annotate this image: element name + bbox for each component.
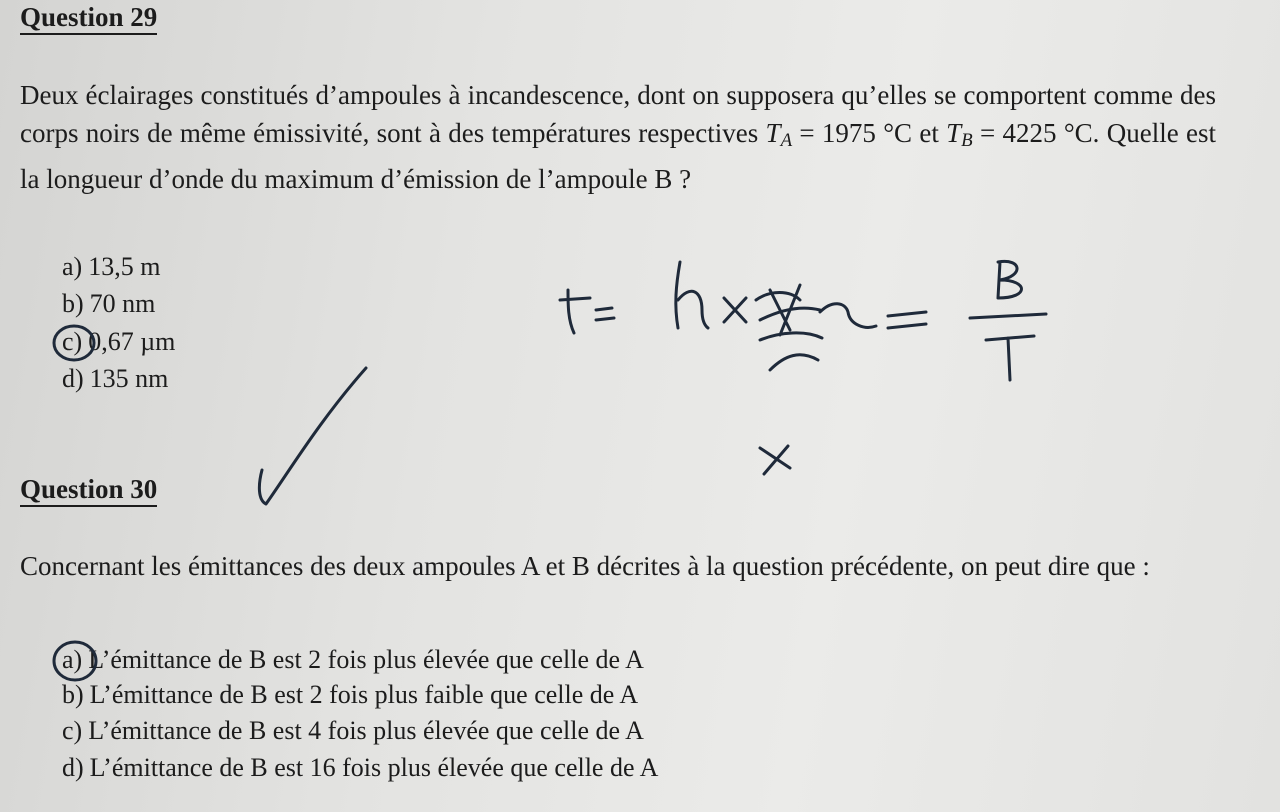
formula-h-letter <box>676 262 708 328</box>
formula-fraction-t <box>986 336 1034 380</box>
temperature-a-value: = 1975 °C <box>792 118 913 148</box>
option-text: L’émittance de B est 4 fois plus élevée que celle de A <box>88 716 644 745</box>
temperature-a-symbol: T <box>765 118 781 148</box>
option-letter: b) <box>62 289 84 318</box>
question-30-statement: Concernant les émittances des deux ampoules A et B décrites à la question précédente, on peut dire que : <box>20 551 1150 581</box>
circle-mark-q30-a <box>54 642 96 680</box>
formula-fraction-bar <box>970 314 1046 318</box>
temperature-b-subscript: B <box>961 129 973 151</box>
option-text: L’émittance de B est 2 fois plus élevée que celle de A <box>88 645 644 674</box>
ink-x-mark <box>760 446 790 474</box>
option-letter: d) <box>62 753 84 782</box>
option-text: 70 nm <box>89 289 156 318</box>
option-letter: c) <box>62 716 83 745</box>
temperature-b-symbol: T <box>946 118 962 148</box>
option-letter: d) <box>62 364 84 393</box>
statement-question: . Quelle est la longueur d’onde du maximum d’émission de l’ampoule B ? <box>20 118 1216 194</box>
temperature-a-subscript: A <box>780 129 793 151</box>
option-text: 135 nm <box>89 364 169 393</box>
formula-fraction-b <box>998 261 1022 298</box>
option-text: L’émittance de B est 16 fois plus élevée que celle de A <box>89 753 659 782</box>
option-text: L’émittance de B est 2 fois plus faible que celle de A <box>89 680 639 709</box>
question-30-title: Question 30 <box>20 474 157 507</box>
circle-mark-q29-c <box>54 326 94 360</box>
formula-lambda <box>820 304 876 328</box>
conjunction-et: et <box>912 118 947 148</box>
option-text: 0,67 µm <box>88 327 176 356</box>
temperature-b-value: = 4225 °C <box>972 118 1093 148</box>
option-letter: a) <box>62 252 83 281</box>
question-29-title: Question 29 <box>20 2 157 35</box>
formula-e-letter <box>560 290 614 333</box>
formula-scribble <box>756 285 822 370</box>
statement-intro: Deux éclairages constitués d’ampoules à incandescence, dont on supposera qu’elles se comportent comme des corps noirs de même émissivité, sont à des températures respectives <box>20 80 1216 148</box>
formula-times <box>724 298 746 322</box>
option-letter: a) <box>62 645 83 674</box>
check-mark <box>259 368 366 504</box>
option-text: 13,5 m <box>88 252 161 281</box>
option-letter: c) <box>62 327 83 356</box>
option-letter: b) <box>62 680 84 709</box>
formula-equals <box>888 312 926 328</box>
